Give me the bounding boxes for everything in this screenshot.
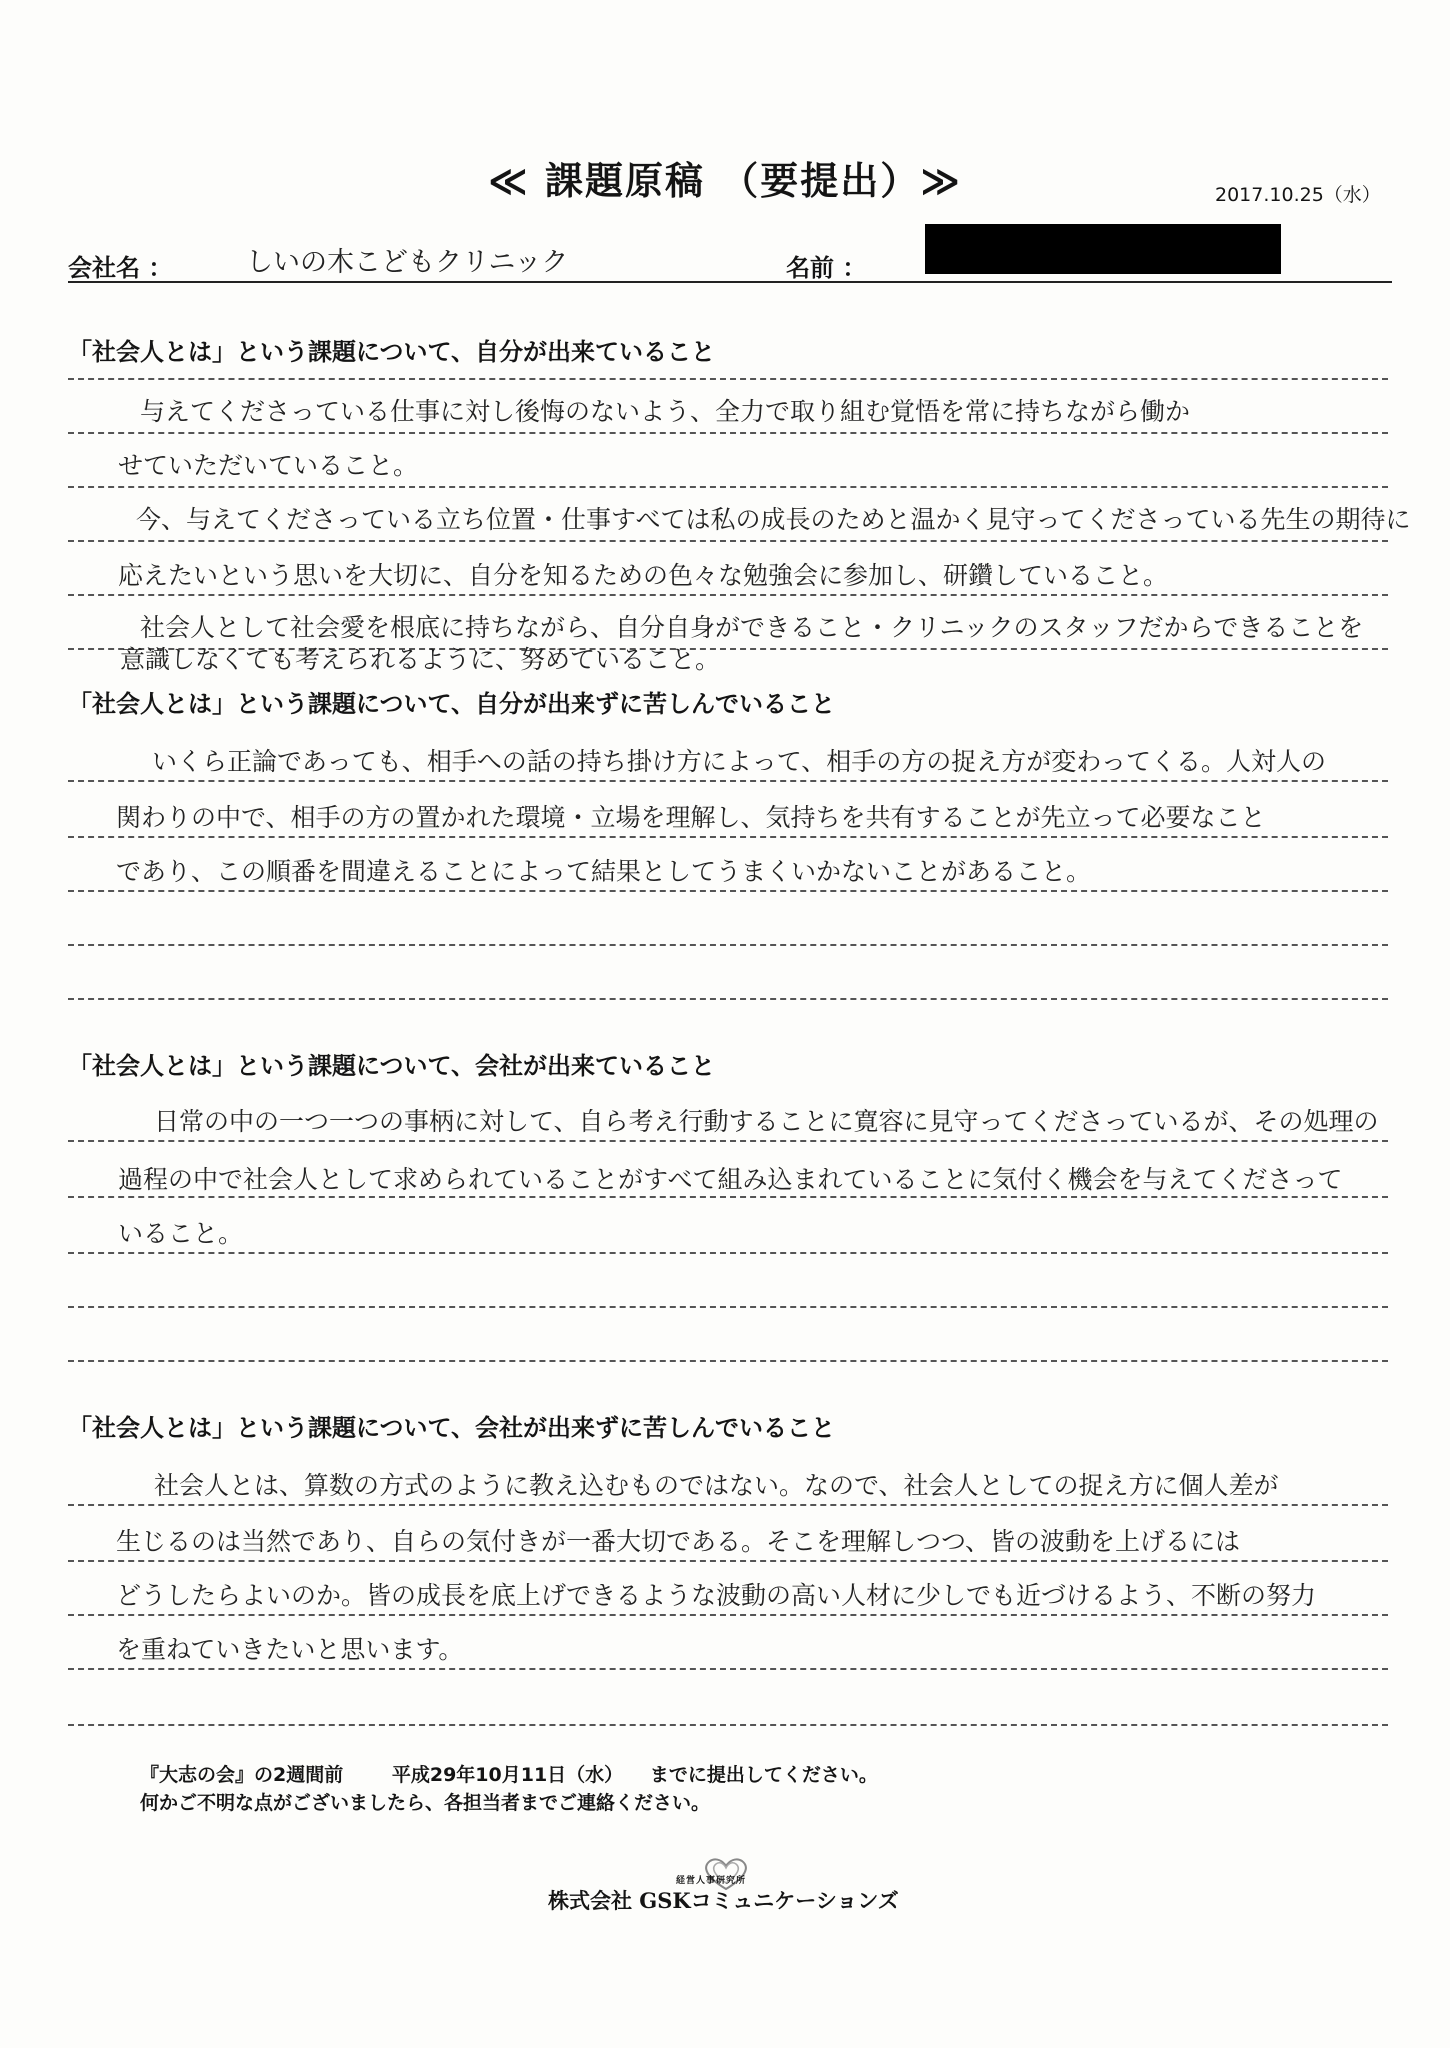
footer-deadline bbox=[140, 1760, 878, 1787]
handwritten-line: 関わりの中で、相手の方の置かれた環境・立場を理解し、気持ちを共有することが先立って必要なこと bbox=[116, 803, 1266, 832]
dashed-line bbox=[68, 944, 1388, 946]
handwritten-line: どうしたらよいのか。皆の成長を底上げできるような波動の高い人材に少しでも近づけるよう、不断の努力 bbox=[116, 1581, 1317, 1610]
section-1-heading: 「社会人とは」という課題について、自分が出来ていること bbox=[68, 338, 716, 366]
footer-date: 平成29年10月11日（水） bbox=[391, 1764, 624, 1786]
dashed-line bbox=[68, 432, 1388, 434]
handwritten-line: いくら正論であっても、相手への話の持ち掛け方によって、相手の方の捉え方が変わってくる。人対人の bbox=[152, 747, 1327, 776]
dashed-line bbox=[68, 998, 1388, 1000]
dashed-line bbox=[68, 1504, 1388, 1506]
header-rule bbox=[68, 281, 1392, 283]
footer-contact: 何かご不明な点がございましたら、各担当者までご連絡ください。 bbox=[140, 1792, 711, 1814]
footer-instruction: までに提出してください。 bbox=[649, 1764, 878, 1786]
handwritten-line: 社会人とは、算数の方式のように教え込むものではない。なので、社会人としての捉え方に個人差が bbox=[154, 1471, 1279, 1500]
dashed-line bbox=[68, 486, 1388, 488]
dashed-line bbox=[68, 780, 1388, 782]
dashed-line bbox=[68, 1614, 1388, 1616]
handwritten-line: 生じるのは当然であり、自らの気付きが一番大切である。そこを理解しつつ、皆の波動を上げるには bbox=[116, 1527, 1241, 1556]
handwritten-line: 意識しなくても考えられるように、努めていること。 bbox=[120, 645, 721, 674]
redacted-name bbox=[925, 224, 1281, 274]
section-3-heading: 「社会人とは」という課題について、会社が出来ていること bbox=[68, 1052, 716, 1080]
handwritten-line: を重ねていきたいと思います。 bbox=[116, 1635, 464, 1664]
dashed-line bbox=[68, 1560, 1388, 1562]
handwritten-line: 与えてくださっている仕事に対し後悔のないよう、全力で取り組む覚悟を常に持ちながら働か bbox=[140, 397, 1191, 426]
dashed-line bbox=[68, 1668, 1388, 1670]
footer-event: 『大志の会』の2週間前 bbox=[140, 1764, 344, 1786]
dashed-line bbox=[68, 890, 1388, 892]
document-date: 2017.10.25（水） bbox=[1215, 184, 1381, 206]
dashed-line bbox=[68, 836, 1388, 838]
logo-company-name: 株式会社 GSKコミュニケーションズ bbox=[548, 1888, 899, 1913]
handwritten-line: 日常の中の一つ一つの事柄に対して、自ら考え行動することに寛容に見守ってくださっているが、その処理の bbox=[154, 1107, 1379, 1136]
dashed-line bbox=[68, 1724, 1388, 1726]
dashed-line bbox=[68, 1360, 1388, 1362]
name-label: 名前 ： bbox=[786, 254, 867, 282]
dashed-line bbox=[68, 378, 1388, 380]
section-4-heading: 「社会人とは」という課題について、会社が出来ずに苦しんでいること bbox=[68, 1414, 836, 1442]
handwritten-line: 応えたいという思いを大切に、自分を知るための色々な勉強会に参加し、研鑽していること。 bbox=[118, 561, 1169, 590]
handwritten-line: であり、この順番を間違えることによって結果としてうまくいかないことがあること。 bbox=[116, 857, 1092, 886]
dashed-line bbox=[68, 1306, 1388, 1308]
section-2-heading: 「社会人とは」という課題について、自分が出来ずに苦しんでいること bbox=[68, 690, 836, 718]
handwritten-line: 過程の中で社会人として求められていることがすべて組み込まれていることに気付く機会を与えてくださって bbox=[118, 1165, 1343, 1194]
handwritten-line: 今、与えてくださっている立ち位置・仕事すべては私の成長のためと温かく見守ってくださっている先生の期待に bbox=[136, 505, 1411, 534]
logo-subtitle: 経営人事研究所 bbox=[676, 1876, 747, 1886]
dashed-line bbox=[68, 540, 1388, 542]
dashed-line bbox=[68, 594, 1388, 596]
company-value: しいの木こどもクリニック bbox=[246, 247, 569, 278]
company-label: 会社名 ： bbox=[68, 254, 173, 282]
handwritten-line: せていただいていること。 bbox=[118, 451, 419, 480]
document-title: ≪ 課題原稿 （要提出）≫ bbox=[487, 159, 963, 203]
dashed-line bbox=[68, 1252, 1388, 1254]
handwritten-line: 社会人として社会愛を根底に持ちながら、自分自身ができること・クリニックのスタッフだからできることを bbox=[140, 613, 1364, 642]
dashed-line bbox=[68, 1196, 1388, 1198]
company-logo bbox=[548, 1855, 908, 1915]
dashed-line bbox=[68, 1140, 1388, 1142]
handwritten-line: いること。 bbox=[118, 1219, 244, 1248]
